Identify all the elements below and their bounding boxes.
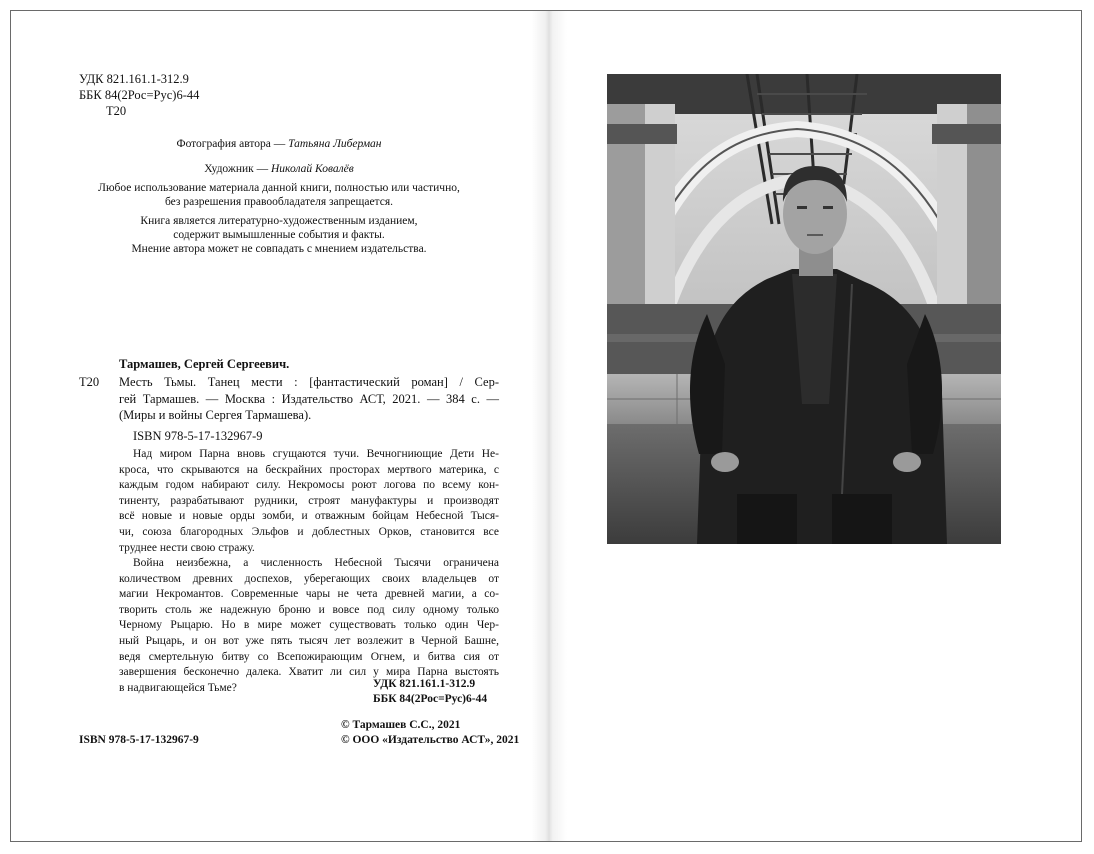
annotation-line: завершения бесконечно далека. Хватит ли сил у мира Парна выстоять [119, 666, 499, 679]
disclaimer-line: Книга является литературно-художественным изданием, [140, 215, 418, 227]
photo-credit [11, 137, 547, 152]
bibliographic-record [119, 374, 499, 424]
annotation-line: каждым годом набирают силу. Некромосы роют логова по всему кон- [119, 479, 499, 492]
annotation-paragraph-2 [119, 556, 499, 696]
annotation-line: ведя смертельную битву со Всепожирающим Огнем, и битва сия от [119, 650, 499, 663]
annotation-line: в надвигающейся Тьме? [119, 681, 237, 694]
artist-name: Николай Ковалёв [271, 163, 354, 175]
artist-role: Художник — [204, 163, 271, 175]
copyright-author: © Тармашев С.С., 2021 [341, 719, 461, 731]
biblio-line: Месть Тьмы. Танец мести : [фантастический роман] / Сер- [119, 375, 499, 389]
annotation-paragraph-1 [119, 447, 499, 556]
disclaimer-line: содержит вымышленные события и факты. [173, 229, 385, 241]
annotation-line: труднее нести свою стражу. [119, 541, 255, 554]
annotation-line: чи, союза благородных Эльфов и доблестных Орков, становится все [119, 525, 499, 538]
author-code-side: Т20 [79, 375, 100, 389]
annotation-line: Над миром Парна вновь сгущаются тучи. Вечногниющие Дети Не- [133, 448, 499, 460]
annotation-line: тиненту, разрабатывают рудники, строят мануфактуры и производят [119, 494, 499, 507]
copyright-notice-line: Любое использование материала данной книги, полностью или частично, [98, 182, 460, 194]
bbk-code-top: ББК 84(2Рос=Рус)6-44 [79, 88, 200, 102]
photo-credit-role: Фотография автора — [176, 138, 289, 150]
bbk-code-bottom: ББК 84(2Рос=Рус)6-44 [373, 693, 488, 705]
annotation-line: ный Рыцарь, и он вот уже пять тысяч лет возлежит в Черной Башне, [119, 634, 499, 647]
udk-code-bottom: УДК 821.161.1-312.9 [373, 678, 476, 690]
annotation-line: Война неизбежна, а численность Небесной Тысячи ограничена [133, 557, 499, 569]
annotation-line: Черному Рыцарю. Но в мире может существовать только один Чер- [119, 619, 499, 632]
page-gutter [531, 11, 567, 841]
biblio-line: (Миры и войны Сергея Тармашева). [119, 408, 312, 422]
annotation-line: кроса, что скрываются на бескрайних просторах мертвого материка, с [119, 463, 499, 476]
annotation-line: магии Некромантов. Современные чары не чета древней магии, а со- [119, 588, 499, 601]
photo-credit-name: Татьяна Либерман [288, 138, 382, 150]
copyright-publisher: © ООО «Издательство АСТ», 2021 [341, 734, 520, 746]
udk-code-top: УДК 821.161.1-312.9 [79, 72, 189, 86]
annotation-line: творить столь же надежную броню и вовсе под силу одному только [119, 603, 499, 616]
copyright-notice-line: без разрешения правообладателя запрещается. [164, 196, 393, 208]
annotation-line: количеством древних доспехов, уберегающих своих владельцев от [119, 572, 499, 585]
disclaimer-line: Мнение автора может не совпадать с мнением издательства. [131, 243, 427, 255]
author-code-top: Т20 [106, 104, 127, 118]
artist-credit [11, 162, 547, 177]
isbn-main: ISBN 978-5-17-132967-9 [133, 429, 263, 443]
author-heading: Тармашев, Сергей Сергеевич. [119, 357, 290, 371]
author-photo [607, 74, 1001, 544]
annotation-line: всё новые и новые орды зомби, и отважным бойцам Небесной Тыся- [119, 510, 499, 523]
left-page [11, 11, 547, 841]
biblio-line: гей Тармашев. — Москва : Издательство АСТ, 2021. — 384 с. — [119, 391, 499, 406]
book-spread [10, 10, 1082, 842]
isbn-bottom: ISBN 978-5-17-132967-9 [79, 734, 199, 746]
